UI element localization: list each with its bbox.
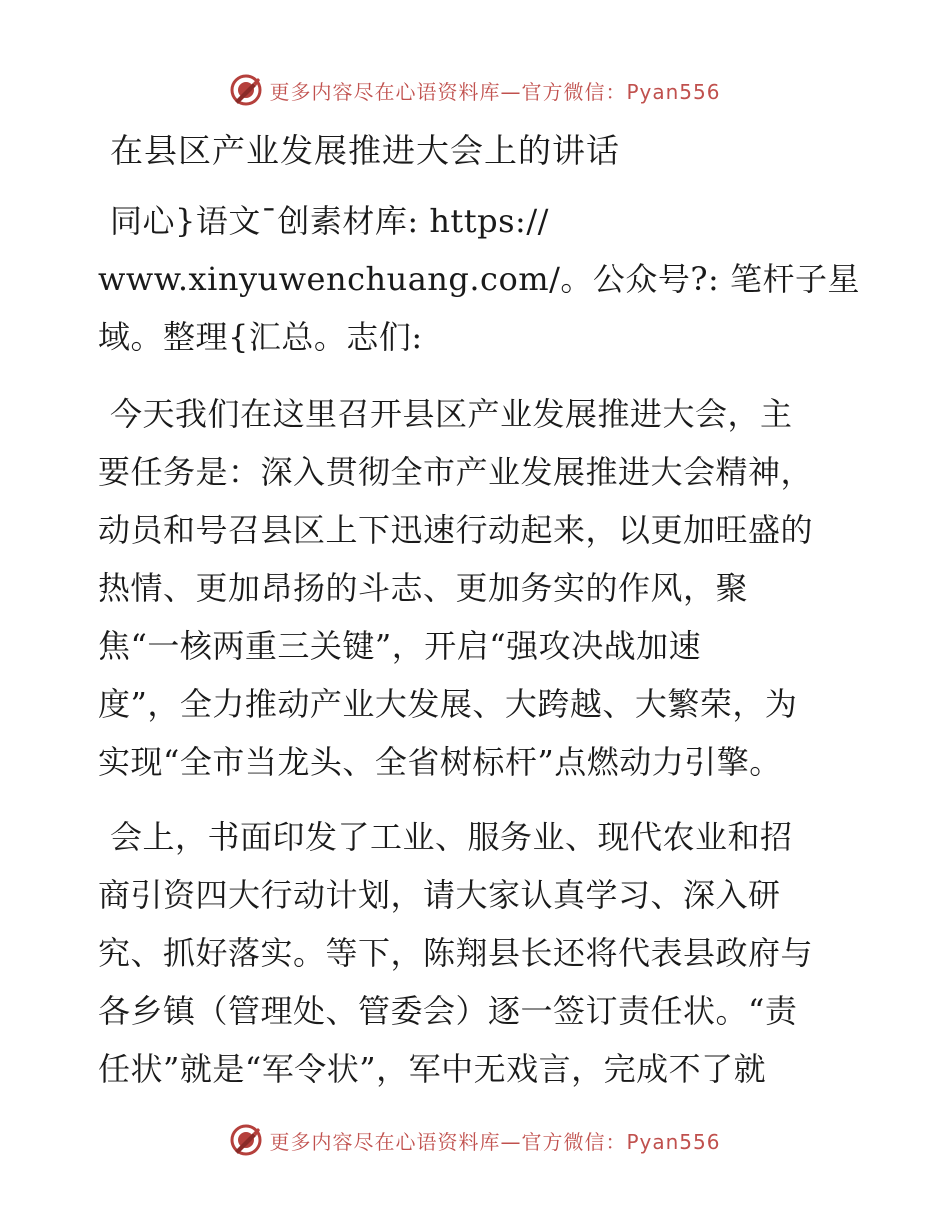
document-title: 在县区产业发展推进大会上的讲话 xyxy=(110,131,620,170)
text-line: 会上，书面印发了工业、服务业、现代农业和招 xyxy=(110,818,793,856)
text-line: 任状”就是“军令状”，军中无戏言，完成不了就 xyxy=(98,1050,767,1088)
text-line: 各乡镇（管理处、管委会）逐一签订责任状。“责 xyxy=(98,992,798,1030)
banner-text: 更多内容尽在心语资料库—官方微信：Pyan556 xyxy=(269,1129,721,1154)
pen-logo-icon xyxy=(229,1123,263,1157)
pen-logo-icon xyxy=(229,73,263,107)
header-banner xyxy=(0,70,950,110)
text-line: 商引资四大行动计划，请大家认真学习、深入研 xyxy=(98,876,781,914)
text-line: 要任务是：深入贯彻全市产业发展推进大会精神， xyxy=(98,453,814,491)
text-line: 实现“全市当龙头、全省树标杆”点燃动力引擎。 xyxy=(98,743,782,781)
text-line: 度”，全力推动产业大发展、大跨越、大繁荣，为 xyxy=(98,685,798,723)
text-line: 今天我们在这里召开县区产业发展推进大会，主 xyxy=(110,395,793,433)
text-line: 焦“一核两重三关键”，开启“强攻决战加速 xyxy=(98,627,702,665)
paragraph-purpose xyxy=(98,385,858,791)
paragraph-plans xyxy=(98,808,858,1098)
text-line: www.xinyuwenchuang.com/。公众号?: 笔杆子星 xyxy=(98,260,860,298)
footer-banner xyxy=(0,1120,950,1160)
paragraph-intro xyxy=(98,192,858,366)
banner-text: 更多内容尽在心语资料库—官方微信：Pyan556 xyxy=(269,79,721,104)
text-line: 究、抓好落实。等下，陈翔县长还将代表县政府与 xyxy=(98,934,814,972)
text-line: 同心}语文¯创素材库: https:// xyxy=(110,202,549,240)
text-line: 域。整理{汇总。志们: xyxy=(98,318,423,356)
text-line: 动员和号召县区上下迅速行动起来，以更加旺盛的 xyxy=(98,511,814,549)
text-line: 热情、更加昂扬的斗志、更加务实的作风，聚 xyxy=(98,569,749,607)
